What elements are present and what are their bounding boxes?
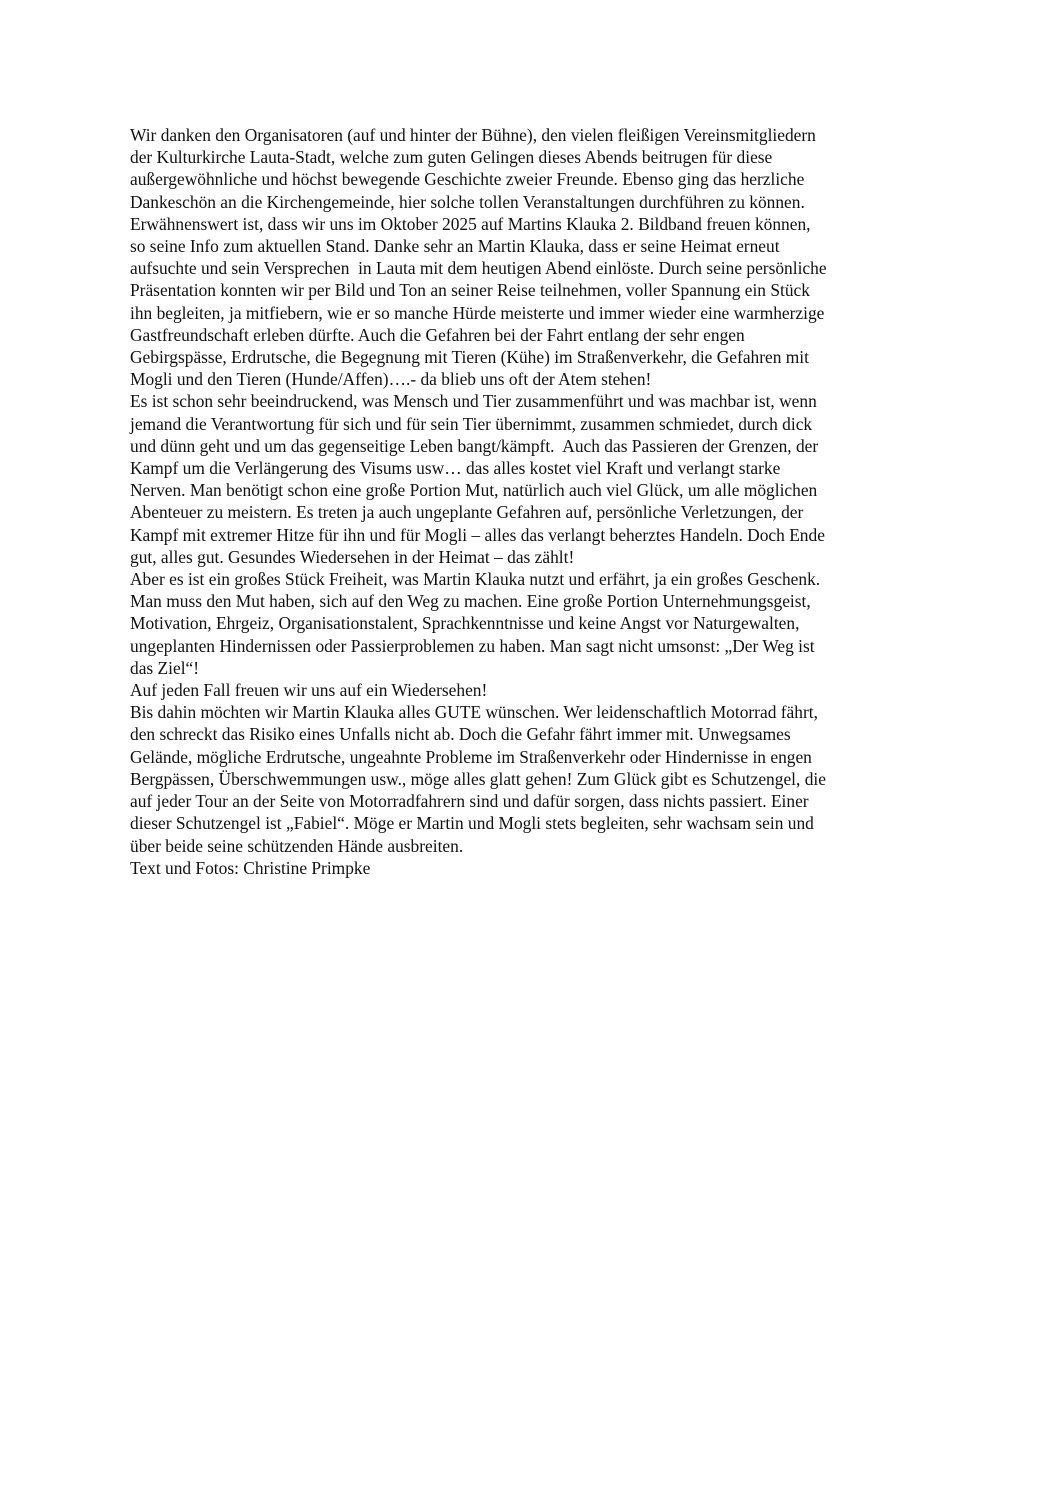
text-line: Gebirgspässe, Erdrutsche, die Begegnung mit Tieren (Kühe) im Straßenverkehr, die Gefahren mit [130, 347, 809, 368]
text-line: Es ist schon sehr beeindruckend, was Mensch und Tier zusammenführt und was machbar ist, wenn [130, 391, 817, 412]
text-line: Bergpässen, Überschwemmungen usw., möge alles glatt gehen! Zum Glück gibt es Schutzengel, die [130, 768, 826, 789]
text-line: außergewöhnliche und höchst bewegende Geschichte zweier Freunde. Ebenso ging das herzliche [130, 169, 805, 190]
text-credit: Text und Fotos: Christine Primpke [130, 857, 371, 878]
text-line: Motivation, Ehrgeiz, Organisationstalent, Sprachkenntnisse und keine Angst vor Naturgewalten, [130, 613, 800, 634]
text-line: Kampf mit extremer Hitze für ihn und für Mogli – alles das verlangt beherztes Handeln. Doch Ende [130, 524, 825, 545]
text-line: Aber es ist ein großes Stück Freiheit, was Martin Klauka nutzt und erfährt, ja ein großes Geschenk. [130, 569, 821, 590]
text-line: gut, alles gut. Gesundes Wiedersehen in der Heimat – das zählt! [130, 546, 575, 567]
text-line: Nerven. Man benötigt schon eine große Portion Mut, natürlich auch viel Glück, um alle möglichen [130, 480, 818, 501]
text-line: Kampf um die Verlängerung des Visums usw… das alles kostet viel Kraft und verlangt starke [130, 458, 781, 479]
text-line: Erwähnenswert ist, dass wir uns im Oktober 2025 auf Martins Klauka 2. Bildband freuen können, [130, 213, 811, 234]
text-line: und dünn geht und um das gegenseitige Leben bangt/kämpft. Auch das Passieren der Grenzen, der [130, 435, 819, 456]
text-line: Gastfreundschaft erleben dürfte. Auch die Gefahren bei der Fahrt entlang der sehr engen [130, 324, 745, 345]
text-line: der Kulturkirche Lauta-Stadt, welche zum guten Gelingen dieses Abends beitrugen für diese [130, 147, 773, 168]
text-line: das Ziel“! [130, 657, 200, 678]
text-line: Auf jeden Fall freuen wir uns auf ein Wiedersehen! [130, 680, 488, 701]
text-line: Man muss den Mut haben, sich auf den Weg zu machen. Eine große Portion Unternehmungsgeist, [130, 591, 811, 612]
text-line: Abenteuer zu meistern. Es treten ja auch ungeplante Gefahren auf, persönliche Verletzungen, der [130, 502, 804, 523]
text-line: dieser Schutzengel ist „Fabiel“. Möge er Martin und Mogli stets begleiten, sehr wachsam sein und [130, 813, 814, 834]
text-line: über beide seine schützenden Hände ausbreiten. [130, 835, 464, 856]
text-line: Mogli und den Tieren (Hunde/Affen)….- da blieb uns oft der Atem stehen! [130, 369, 652, 390]
text-line: Gelände, mögliche Erdrutsche, ungeahnte Probleme im Straßenverkehr oder Hindernisse in engen [130, 746, 812, 767]
text-line: aufsuchte und sein Versprechen in Lauta mit dem heutigen Abend einlöste. Durch seine persönliche [130, 258, 827, 279]
text-line: ihn begleiten, ja mitfiebern, wie er so manche Hürde meisterte und immer wieder eine warmherzige [130, 302, 825, 323]
text-line: auf jeder Tour an der Seite von Motorradfahrern sind und dafür sorgen, dass nichts passiert. Einer [130, 791, 809, 812]
text-line: Wir danken den Organisatoren (auf und hinter der Bühne), den vielen fleißigen Vereinsmitgliedern [130, 125, 816, 145]
text-line: Bis dahin möchten wir Martin Klauka alles GUTE wünschen. Wer leidenschaftlich Motorrad fährt, [130, 702, 818, 723]
text-line: ungeplanten Hindernissen oder Passierproblemen zu haben. Man sagt nicht umsonst: „Der Weg ist [130, 635, 815, 656]
text-line: jemand die Verantwortung für sich und für sein Tier übernimmt, zusammen schmiedet, durch dick [130, 413, 813, 434]
text-line: den schreckt das Risiko eines Unfalls nicht ab. Doch die Gefahr fährt immer mit. Unwegsames [130, 724, 791, 745]
text-line: Dankeschön an die Kirchengemeinde, hier solche tollen Veranstaltungen durchführen zu können. [130, 191, 805, 212]
text-line: Präsentation konnten wir per Bild und Ton an seiner Reise teilnehmen, voller Spannung ein Stück [130, 280, 810, 301]
article-text [130, 124, 930, 879]
text-line: so seine Info zum aktuellen Stand. Danke sehr an Martin Klauka, dass er seine Heimat erneut [130, 236, 780, 257]
